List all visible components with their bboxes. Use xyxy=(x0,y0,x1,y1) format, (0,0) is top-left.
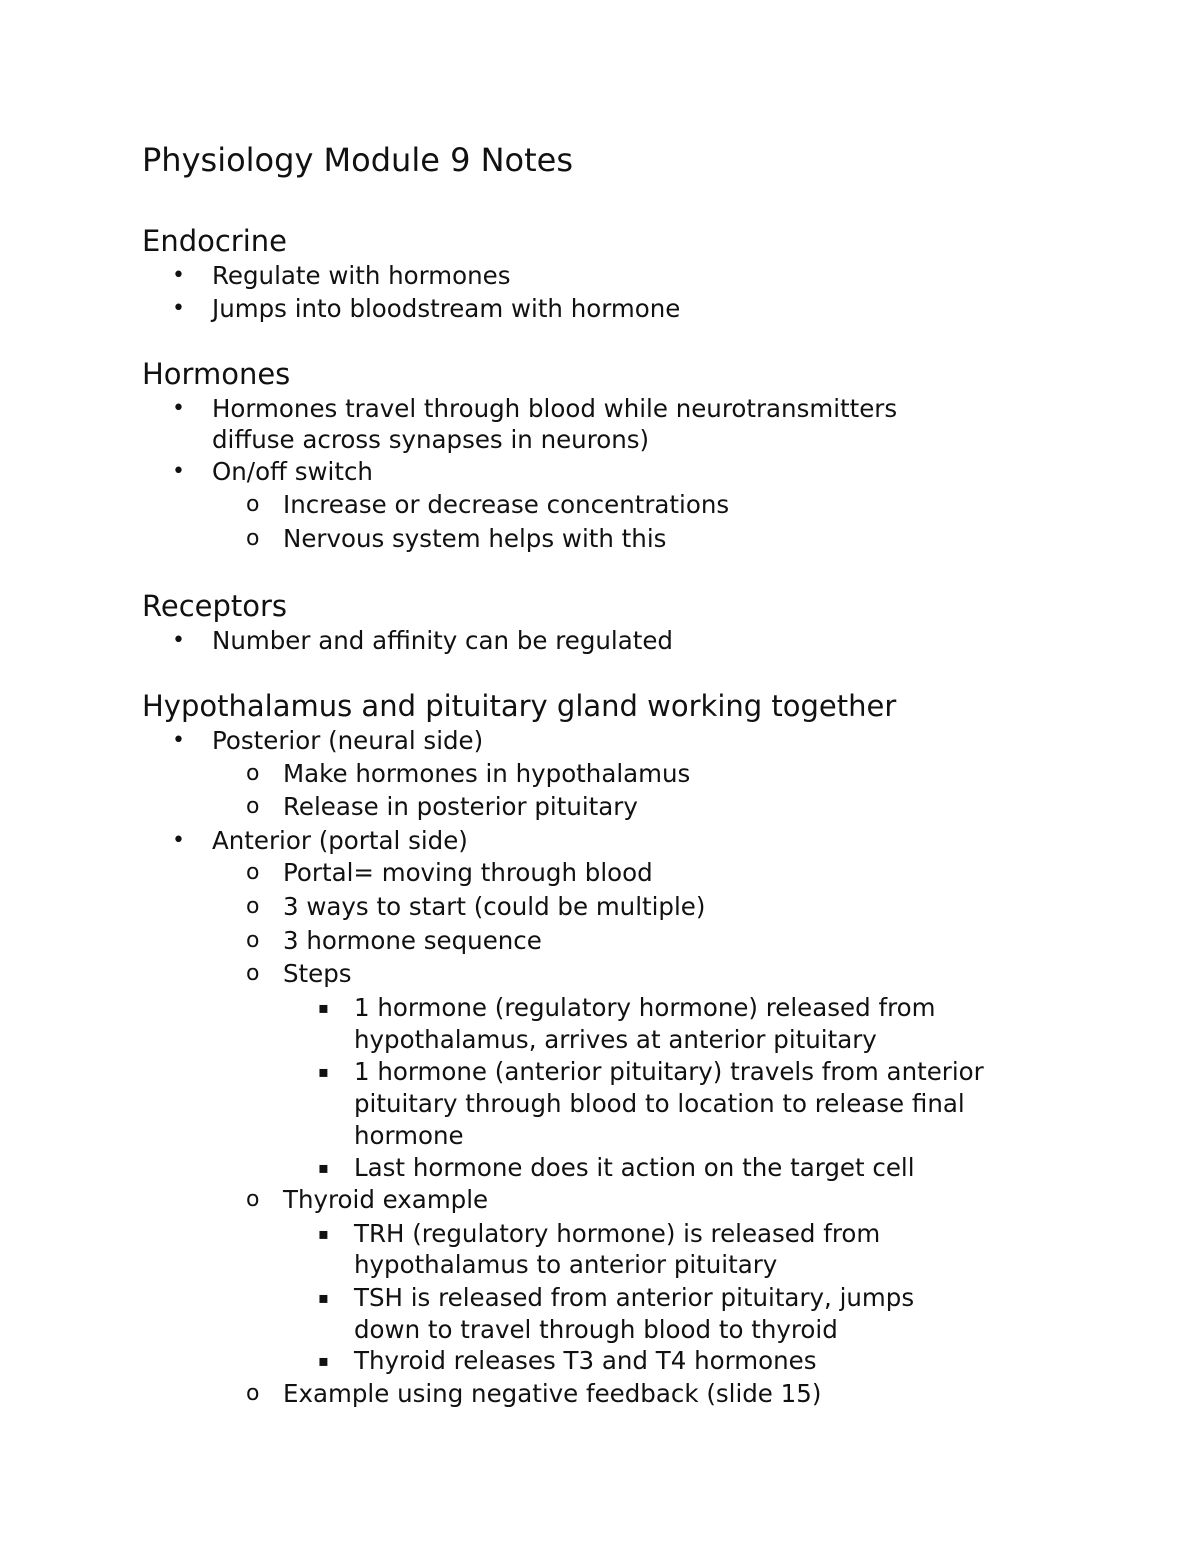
square-marker: ▪ xyxy=(318,1288,329,1307)
section-heading-hormones: Hormones xyxy=(142,357,291,391)
list-item: Portal= moving through blood xyxy=(283,858,653,887)
list-item: Increase or decrease concentrations xyxy=(283,490,730,519)
list-item: Hormones travel through blood while neurotransmitters xyxy=(212,394,898,423)
bullet-marker: • xyxy=(172,263,185,288)
list-item: Make hormones in hypothalamus xyxy=(283,759,691,788)
list-item: On/off switch xyxy=(212,457,373,486)
circle-marker: o xyxy=(246,761,260,786)
bullet-marker: • xyxy=(172,828,185,853)
section-heading-receptors: Receptors xyxy=(142,589,288,623)
list-item: Jumps into bloodstream with hormone xyxy=(212,294,681,323)
page-title: Physiology Module 9 Notes xyxy=(142,141,574,179)
list-item: Posterior (neural side) xyxy=(212,726,484,755)
bullet-marker: • xyxy=(172,459,185,484)
list-item: 1 hormone (regulatory hormone) released from xyxy=(354,993,936,1022)
bullet-marker: • xyxy=(172,628,185,653)
square-marker: ▪ xyxy=(318,1351,329,1370)
list-item: Thyroid releases T3 and T4 hormones xyxy=(354,1346,817,1375)
circle-marker: o xyxy=(246,894,260,919)
circle-marker: o xyxy=(246,860,260,885)
list-item-continuation: down to travel through blood to thyroid xyxy=(354,1315,838,1344)
list-item-continuation: hypothalamus to anterior pituitary xyxy=(354,1250,778,1279)
list-item: 3 hormone sequence xyxy=(283,926,542,955)
square-marker: ▪ xyxy=(318,998,329,1017)
square-marker: ▪ xyxy=(318,1224,329,1243)
list-item: Number and affinity can be regulated xyxy=(212,626,673,655)
circle-marker: o xyxy=(246,794,260,819)
list-item: Nervous system helps with this xyxy=(283,524,667,553)
list-item-continuation: hypothalamus, arrives at anterior pituitary xyxy=(354,1025,877,1054)
list-item: TRH (regulatory hormone) is released from xyxy=(354,1219,881,1248)
circle-marker: o xyxy=(246,1381,260,1406)
list-item-continuation: diffuse across synapses in neurons) xyxy=(212,425,650,454)
circle-marker: o xyxy=(246,526,260,551)
bullet-marker: • xyxy=(172,728,185,753)
bullet-marker: • xyxy=(172,296,185,321)
bullet-marker: • xyxy=(172,396,185,421)
list-item: Steps xyxy=(283,959,352,988)
circle-marker: o xyxy=(246,492,260,517)
square-marker: ▪ xyxy=(318,1158,329,1177)
list-item: 1 hormone (anterior pituitary) travels from anterior xyxy=(354,1057,984,1086)
list-item: 3 ways to start (could be multiple) xyxy=(283,892,706,921)
list-item: Anterior (portal side) xyxy=(212,826,468,855)
list-item: TSH is released from anterior pituitary, jumps xyxy=(354,1283,915,1312)
square-marker: ▪ xyxy=(318,1062,329,1081)
list-item: Regulate with hormones xyxy=(212,261,511,290)
section-heading-hypothalamus-pituitary: Hypothalamus and pituitary gland working together xyxy=(142,689,897,723)
list-item-continuation: hormone xyxy=(354,1121,464,1150)
list-item-continuation: pituitary through blood to location to release final xyxy=(354,1089,965,1118)
circle-marker: o xyxy=(246,1187,260,1212)
list-item: Last hormone does it action on the target cell xyxy=(354,1153,915,1182)
circle-marker: o xyxy=(246,961,260,986)
circle-marker: o xyxy=(246,928,260,953)
section-heading-endocrine: Endocrine xyxy=(142,224,287,258)
list-item: Thyroid example xyxy=(283,1185,489,1214)
list-item: Example using negative feedback (slide 15) xyxy=(283,1379,822,1408)
list-item: Release in posterior pituitary xyxy=(283,792,638,821)
